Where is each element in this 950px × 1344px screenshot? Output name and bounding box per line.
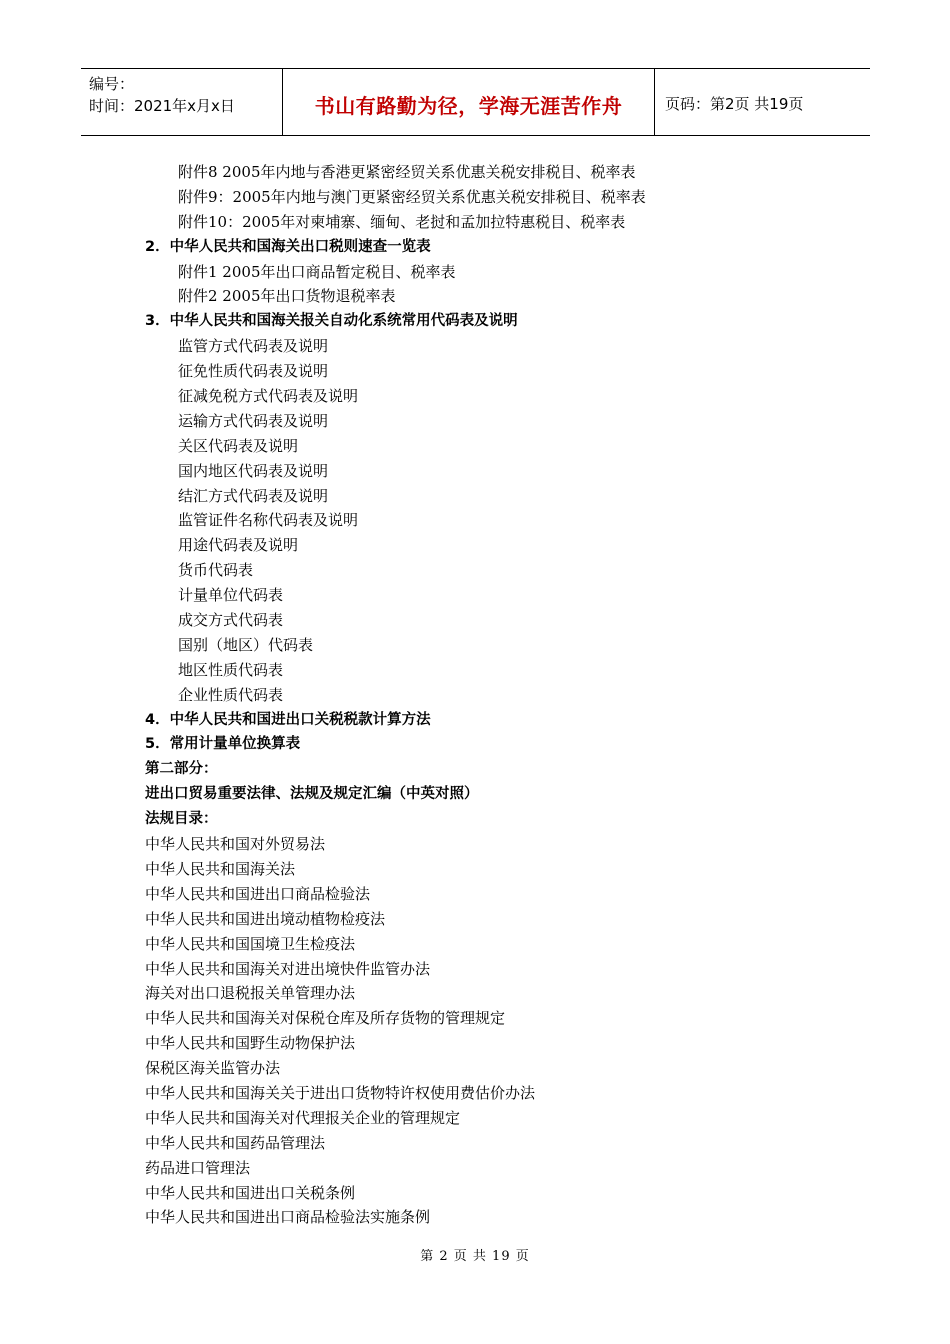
list-item: 中华人民共和国对外贸易法 bbox=[145, 835, 326, 854]
list-item: 中华人民共和国野生动物保护法 bbox=[145, 1034, 356, 1053]
page-header bbox=[81, 68, 870, 136]
document-body bbox=[145, 160, 865, 1230]
section-heading: 法规目录： bbox=[145, 811, 218, 828]
section-heading: 第二部分： bbox=[145, 761, 218, 778]
section-heading: 进出口贸易重要法律、法规及规定汇编（中英对照） bbox=[145, 786, 479, 803]
list-item: 中华人民共和国海关法 bbox=[145, 859, 296, 878]
header-time-label: 时间：2021年x月x日 bbox=[89, 97, 235, 115]
list-item: 附件1 2005年出口商品暂定税目、税率表 bbox=[178, 262, 456, 281]
list-item: 附件2 2005年出口货物退税率表 bbox=[178, 287, 396, 306]
header-page-label: 页码：第2页 共19页 bbox=[665, 94, 804, 113]
list-item: 关区代码表及说明 bbox=[178, 436, 299, 455]
list-item: 国内地区代码表及说明 bbox=[178, 461, 329, 480]
list-item: 中华人民共和国海关对代理报关企业的管理规定 bbox=[145, 1108, 461, 1127]
list-item: 中华人民共和国药品管理法 bbox=[145, 1133, 326, 1152]
list-item: 监管方式代码表及说明 bbox=[178, 337, 329, 356]
list-item: 中华人民共和国进出口商品检验法实施条例 bbox=[145, 1208, 431, 1227]
list-item: 地区性质代码表 bbox=[178, 660, 284, 679]
list-item: 征减免税方式代码表及说明 bbox=[178, 387, 359, 406]
section-heading: 5．常用计量单位换算表 bbox=[145, 736, 301, 753]
section-heading: 4．中华人民共和国进出口关税税款计算方法 bbox=[145, 711, 431, 728]
header-number-label: 编号： bbox=[89, 75, 135, 93]
list-item: 用途代码表及说明 bbox=[178, 536, 299, 555]
list-item: 国别（地区）代码表 bbox=[178, 635, 314, 654]
header-motto: 书山有路勤为径，学海无涯苦作舟 bbox=[283, 69, 655, 135]
list-item: 海关对出口退税报关单管理办法 bbox=[145, 984, 356, 1003]
list-item: 监管证件名称代码表及说明 bbox=[178, 511, 359, 530]
list-item: 中华人民共和国海关对进出境快件监管办法 bbox=[145, 959, 431, 978]
list-item: 结汇方式代码表及说明 bbox=[178, 486, 329, 505]
list-item: 中华人民共和国海关关于进出口货物特许权使用费估价办法 bbox=[145, 1083, 536, 1102]
list-item: 成交方式代码表 bbox=[178, 611, 284, 630]
list-item: 中华人民共和国进出口关税条例 bbox=[145, 1183, 356, 1202]
list-item: 企业性质代码表 bbox=[178, 685, 284, 704]
list-item: 附件8 2005年内地与香港更紧密经贸关系优惠关税安排税目、税率表 bbox=[178, 163, 636, 181]
list-item: 中华人民共和国进出境动植物检疫法 bbox=[145, 909, 386, 928]
list-item: 药品进口管理法 bbox=[145, 1158, 251, 1177]
list-item: 中华人民共和国国境卫生检疫法 bbox=[145, 934, 356, 953]
section-heading: 2．中华人民共和国海关出口税则速查一览表 bbox=[145, 238, 431, 255]
list-item: 征免性质代码表及说明 bbox=[178, 362, 329, 381]
header-meta bbox=[81, 69, 283, 135]
list-item: 保税区海关监管办法 bbox=[145, 1059, 281, 1078]
list-item: 货币代码表 bbox=[178, 561, 254, 580]
list-item: 附件9：2005年内地与澳门更紧密经贸关系优惠关税安排税目、税率表 bbox=[178, 187, 646, 206]
list-item: 运输方式代码表及说明 bbox=[178, 411, 329, 430]
list-item: 中华人民共和国进出口商品检验法 bbox=[145, 884, 371, 903]
page-footer: 第 2 页 共 19 页 bbox=[420, 1249, 530, 1264]
list-item: 中华人民共和国海关对保税仓库及所存货物的管理规定 bbox=[145, 1009, 506, 1028]
section-heading: 3．中华人民共和国海关报关自动化系统常用代码表及说明 bbox=[145, 313, 518, 330]
list-item: 计量单位代码表 bbox=[178, 586, 284, 605]
list-item: 附件10：2005年对柬埔寨、缅甸、老挝和孟加拉特惠税目、税率表 bbox=[178, 212, 626, 231]
